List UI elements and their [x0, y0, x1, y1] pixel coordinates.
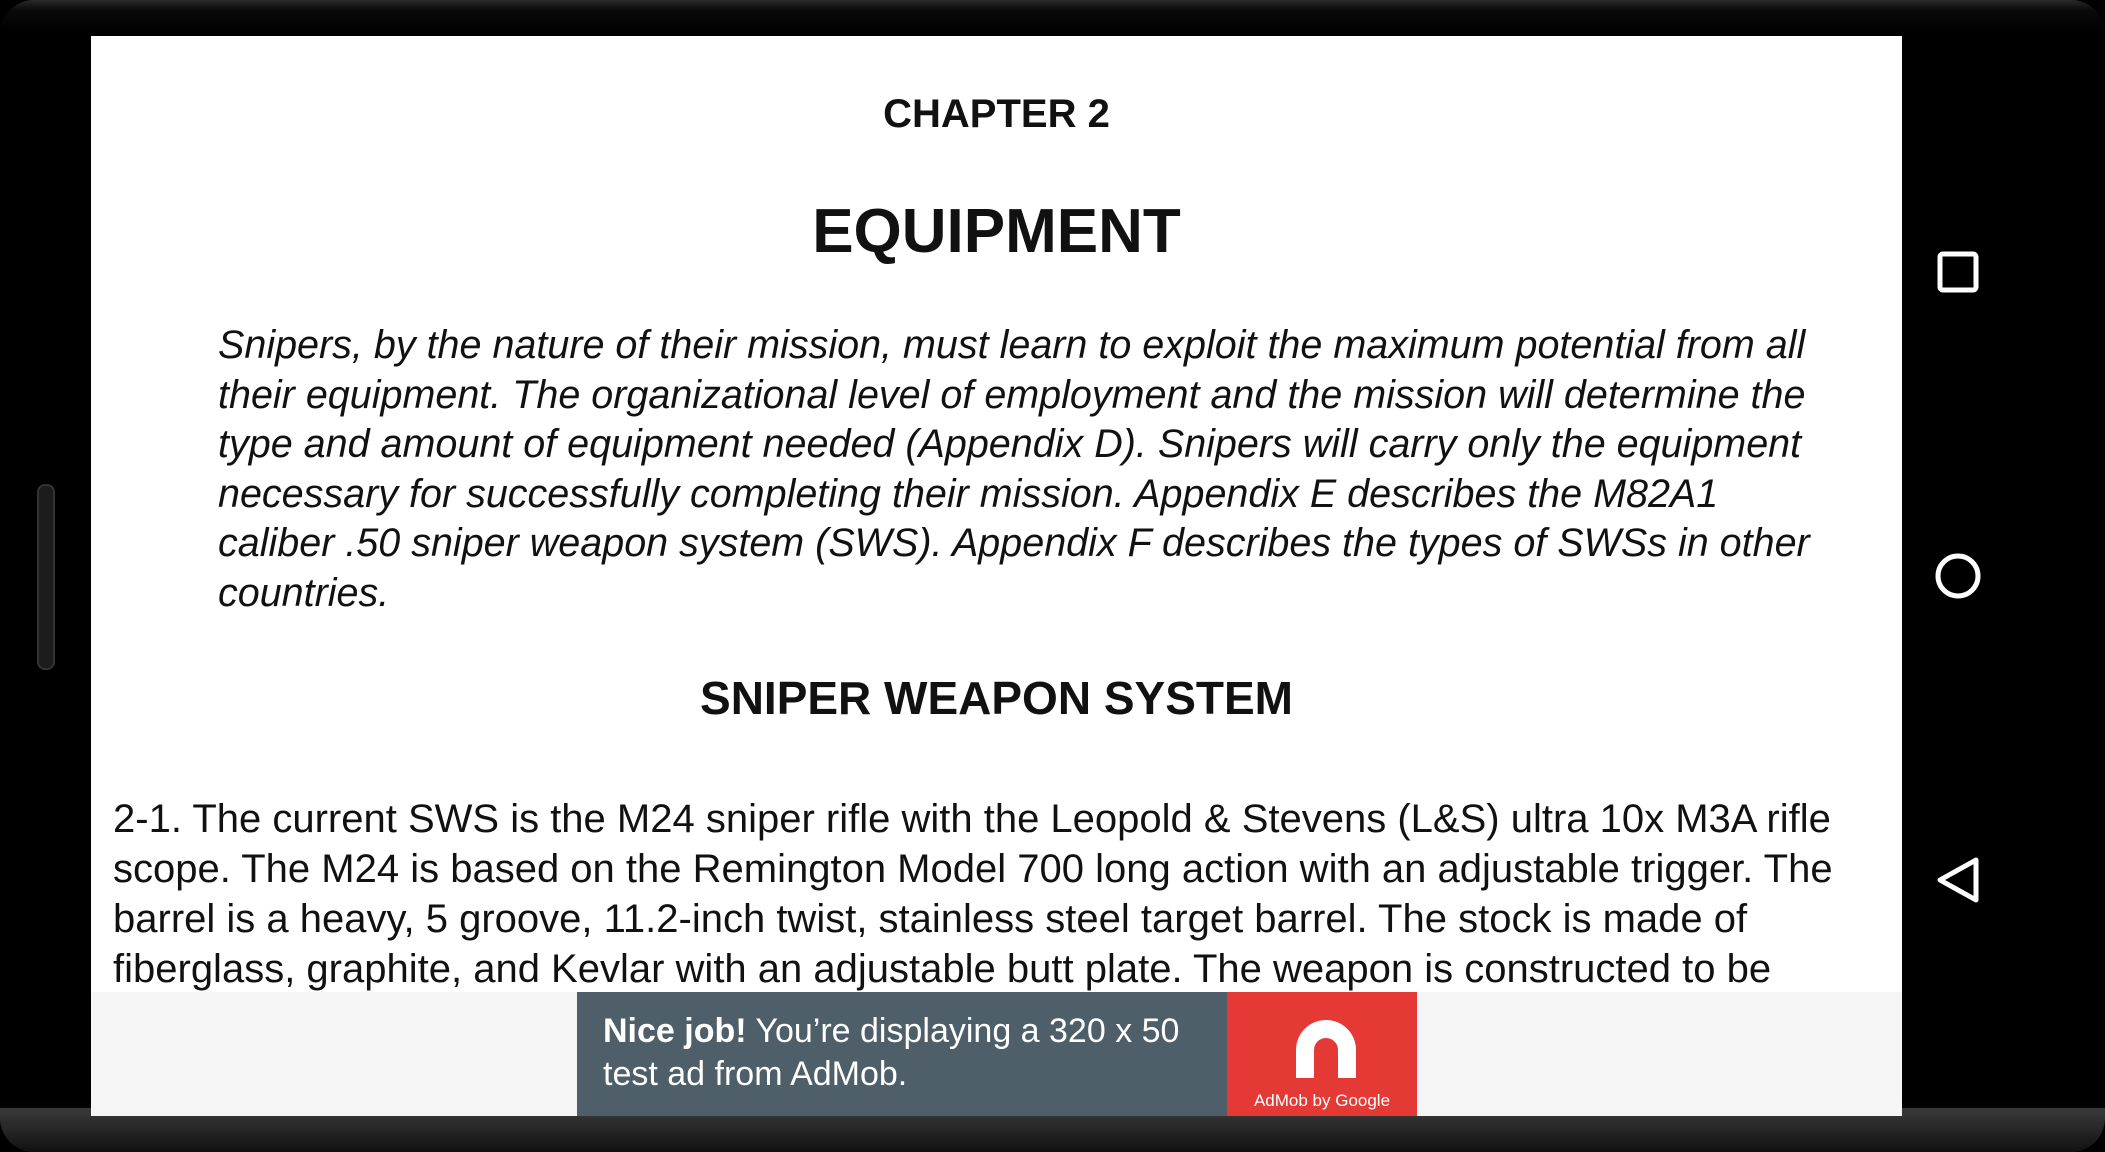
chapter-title: EQUIPMENT [812, 197, 1181, 266]
recents-button[interactable] [1922, 236, 1994, 308]
back-triangle-icon [1922, 844, 1994, 916]
back-button[interactable] [1922, 844, 1994, 916]
admob-logo [1227, 992, 1417, 1116]
ad-headline: Nice job! [603, 1012, 747, 1050]
intro-paragraph: Snipers, by the nature of their mission, must learn to exploit the maximum potential from all their equipment. The organizational level of employment and the mission will determine the type and amount of equipment needed (Appendix D). Snipers will carry only the equipment necessary for successfully completing their mission. Appendix E describes the M82A1 caliber .50 sniper weapon system (SWS). Appendix F describes the types of SWSs in other countries. [218, 323, 1810, 615]
ad-text [603, 1010, 1223, 1096]
ad-bar [91, 992, 1902, 1116]
recents-square-icon [1922, 236, 1994, 308]
document-viewer[interactable] [91, 36, 1902, 992]
home-circle-icon [1922, 540, 1994, 612]
ad-brand-label: AdMob by Google [1253, 1091, 1391, 1110]
ad-message: You’re displaying a 320 x 50 test ad from AdMob. [603, 1012, 1180, 1093]
admob-logo-icon [1282, 1006, 1362, 1081]
home-button[interactable] [1922, 540, 1994, 612]
section-heading: SNIPER WEAPON SYSTEM [700, 672, 1293, 724]
chapter-label: CHAPTER 2 [883, 92, 1110, 136]
android-nav-bar [1902, 36, 2012, 1116]
body-paragraph: 2-1. The current SWS is the M24 sniper rifle with the Leopold & Stevens (L&S) ultra 10x M3A rifle scope. The M24 is based on the Remington Model 700 long action with an adjustable trigger. The barrel is a heavy, 5 groove, 11.2-inch twist, stainless steel target barrel. The stock is made of fiberglass, graphite, and Kevlar with an adjustable butt plate. The weapon is constructed to be [113, 797, 1833, 991]
test-ad-banner[interactable] [577, 992, 1417, 1116]
app-screen [91, 36, 1902, 1116]
device-side-button [37, 484, 55, 670]
